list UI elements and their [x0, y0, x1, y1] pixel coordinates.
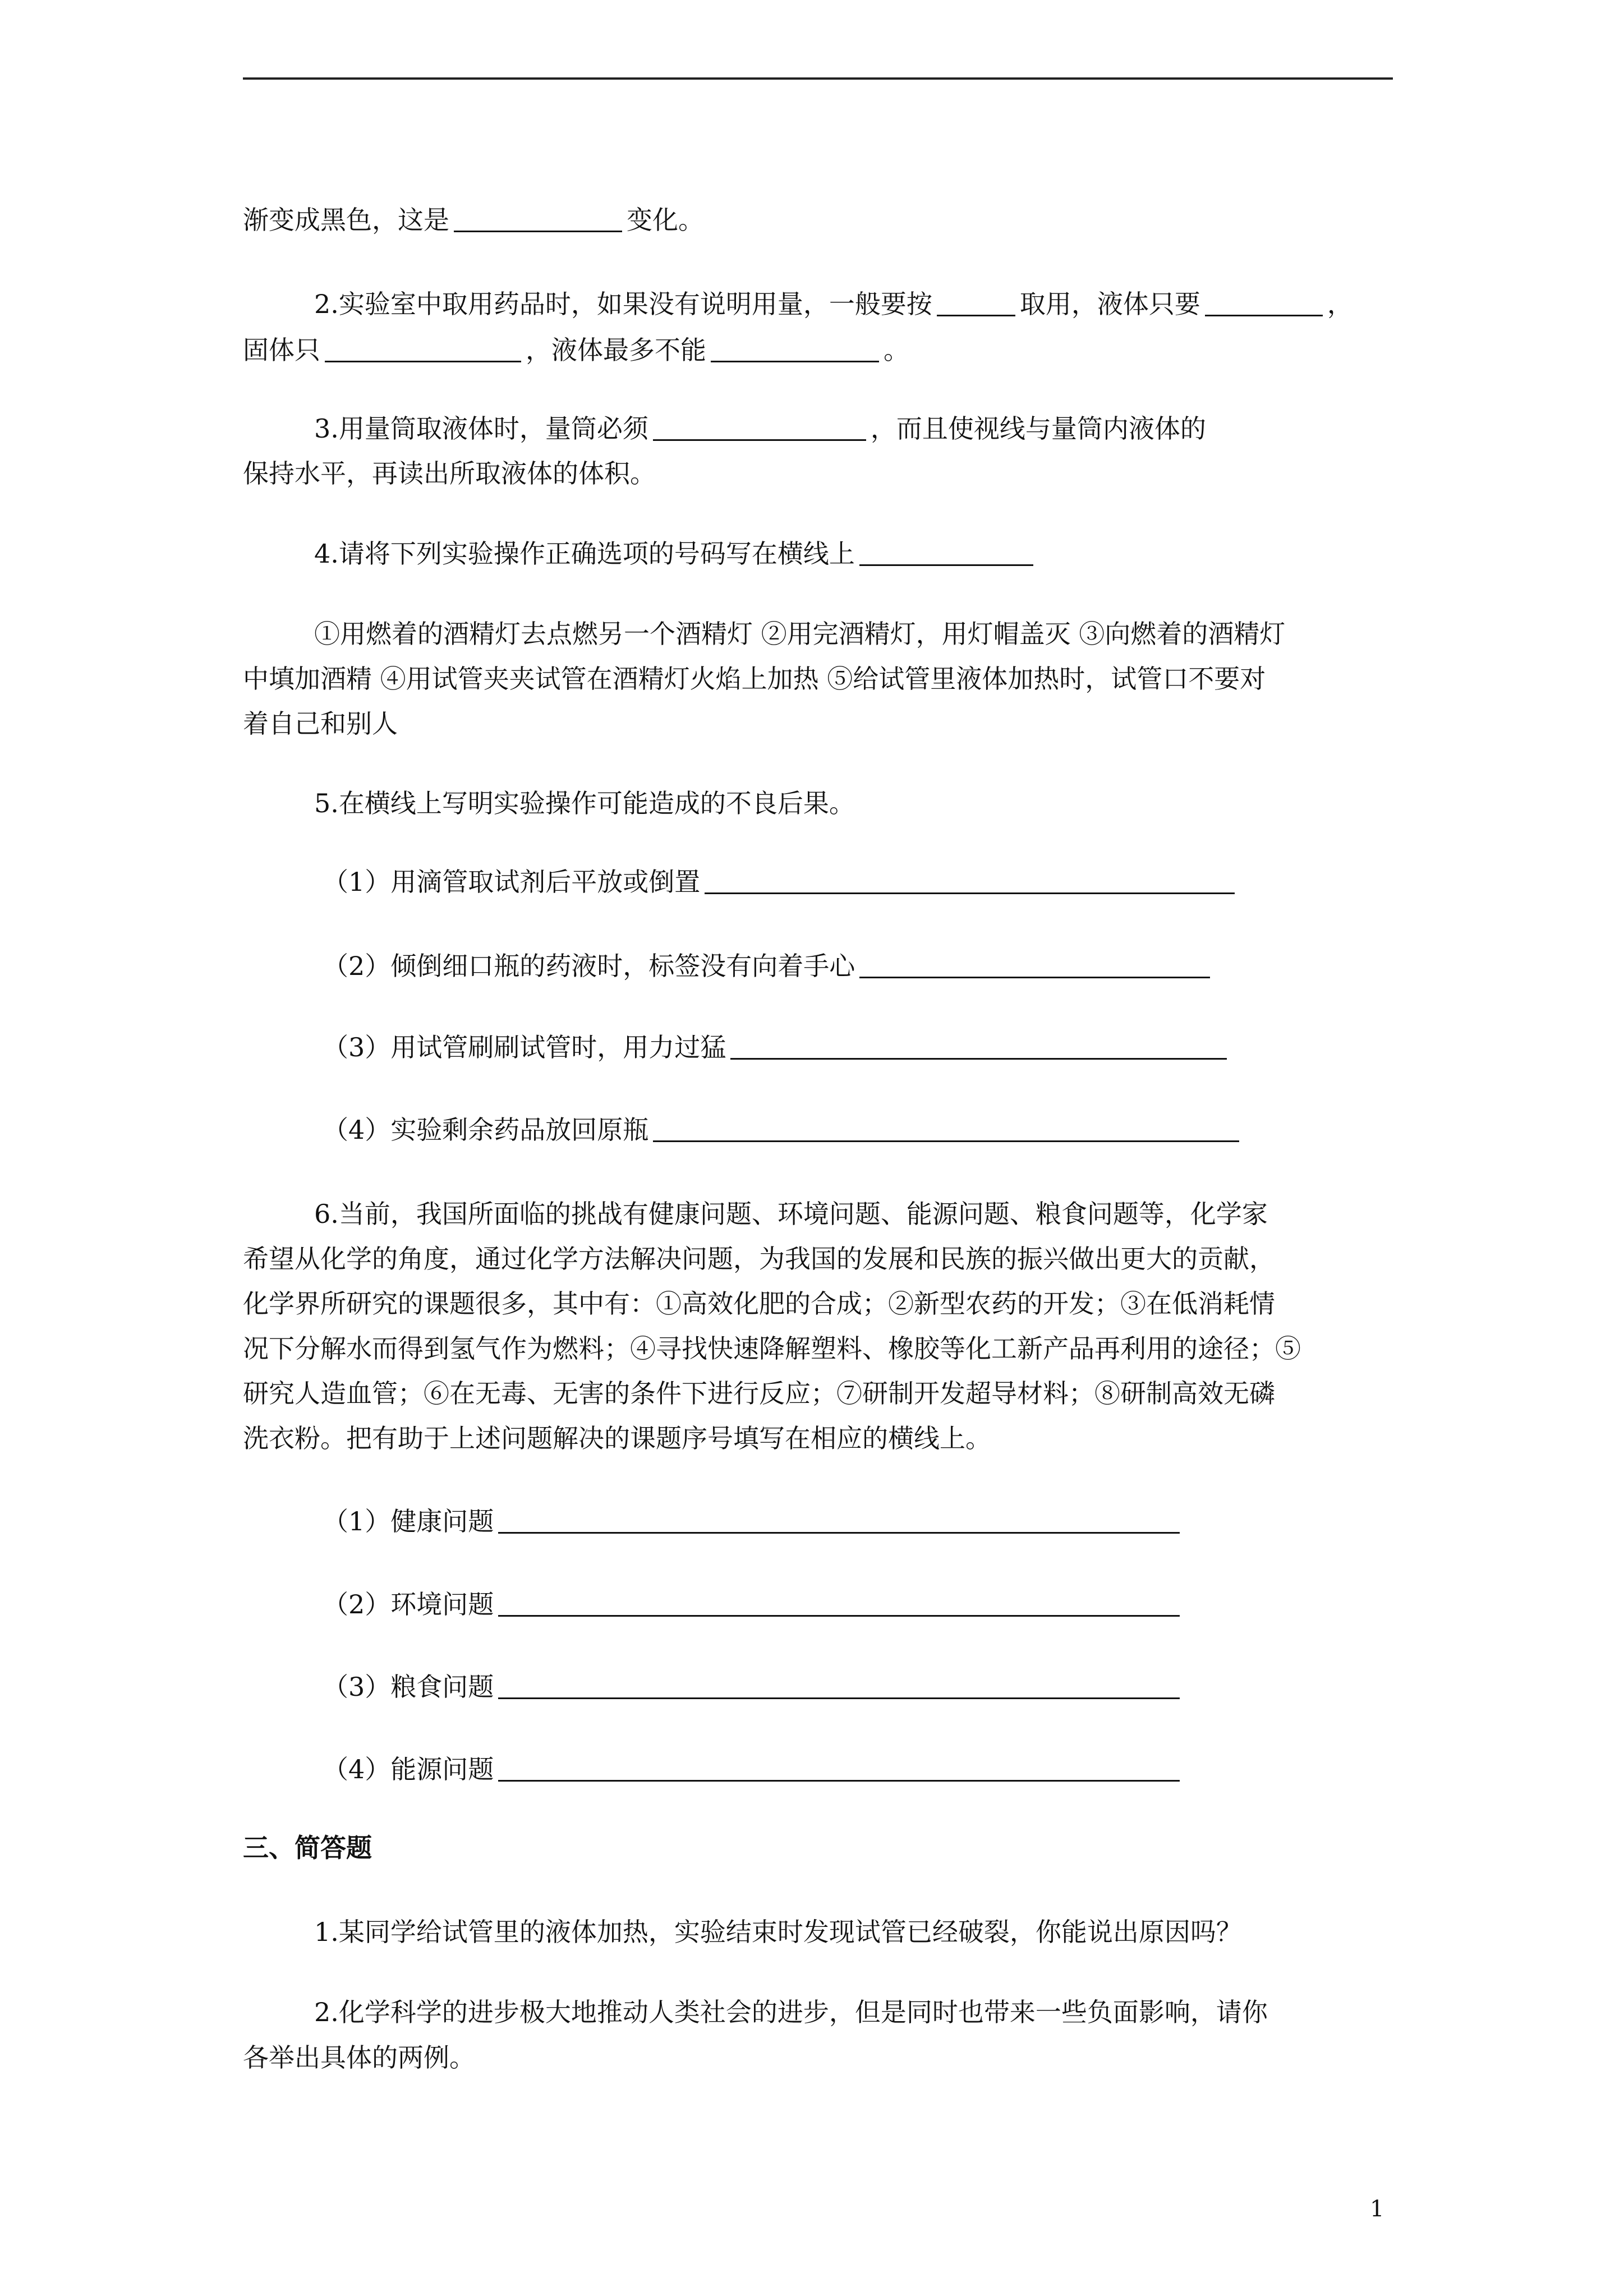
q2-line2: 固体只 ，液体最多不能 。	[243, 335, 909, 365]
answer-blank[interactable]	[498, 1505, 1180, 1534]
q3-line1: 3.用量筒取液体时，量筒必须 ，而且使视线与量筒内液体的	[314, 413, 1206, 444]
answer-blank[interactable]	[498, 1753, 1180, 1782]
page-number: 1	[1370, 2196, 1384, 2222]
answer-blank[interactable]	[325, 334, 521, 362]
section-title: 三、简答题	[243, 1833, 372, 1863]
q5-prompt: 5.在横线上写明实验操作可能造成的不良后果。	[314, 788, 855, 818]
q1-tail: 渐变成黑色，这是 变化。	[243, 205, 704, 235]
q6-line: 6.当前，我国所面临的挑战有健康问题、环境问题、能源问题、粮食问题等，化学家	[314, 1199, 1268, 1229]
answer-blank[interactable]	[653, 1114, 1239, 1142]
header-rule	[243, 77, 1393, 80]
q6-line: 洗衣粉。把有助于上述问题解决的课题序号填写在相应的横线上。	[243, 1423, 991, 1453]
short-answer-q2-line2: 各举出具体的两例。	[243, 2042, 475, 2073]
q6-item: （3）粮食问题	[323, 1669, 1184, 1705]
q6-line: 研究人造血管；⑥在无毒、无害的条件下进行反应；⑦研制开发超导材料；⑧研制高效无磷	[243, 1378, 1275, 1409]
answer-blank[interactable]	[705, 866, 1235, 894]
answer-blank[interactable]	[859, 950, 1210, 978]
q6-line: 希望从化学的角度，通过化学方法解决问题，为我国的发展和民族的振兴做出更大的贡献，	[243, 1244, 1275, 1274]
answer-blank[interactable]	[937, 288, 1015, 316]
q5-item: （4）实验剩余药品放回原瓶	[323, 1112, 1244, 1148]
answer-blank[interactable]	[1205, 288, 1323, 316]
q5-item: （3）用试管刷刷试管时，用力过猛	[323, 1029, 1231, 1065]
q5-item: （2）倾倒细口瓶的药液时，标签没有向着手心	[323, 948, 1214, 984]
q6-line: 况下分解水而得到氢气作为燃料；④寻找快速降解塑料、橡胶等化工新产品再利用的途径；⑤	[243, 1333, 1301, 1364]
short-answer-q2-line1: 2.化学科学的进步极大地推动人类社会的进步，但是同时也带来一些负面影响，请你	[314, 1997, 1268, 2027]
short-answer-q1: 1.某同学给试管里的液体加热，实验结束时发现试管已经破裂，你能说出原因吗？	[314, 1917, 1242, 1947]
q6-item: （1）健康问题	[323, 1503, 1184, 1539]
q4-options-line3: 着自己和别人	[243, 708, 398, 739]
answer-blank[interactable]	[711, 334, 879, 362]
q4-prompt: 4.请将下列实验操作正确选项的号码写在横线上	[314, 536, 1038, 572]
answer-blank[interactable]	[498, 1671, 1180, 1699]
q6-item: （4）能源问题	[323, 1751, 1184, 1787]
q4-options-line1: ①用燃着的酒精灯去点燃另一个酒精灯 ②用完酒精灯，用灯帽盖灭 ③向燃着的酒精灯	[314, 619, 1286, 649]
answer-blank[interactable]	[730, 1031, 1227, 1060]
q6-line: 化学界所研究的课题很多，其中有：①高效化肥的合成；②新型农药的开发；③在低消耗情	[243, 1289, 1275, 1319]
answer-blank[interactable]	[653, 412, 866, 441]
q6-item: （2）环境问题	[323, 1586, 1184, 1622]
q5-item: （1）用滴管取试剂后平放或倒置	[323, 864, 1239, 900]
answer-blank[interactable]	[498, 1588, 1180, 1617]
answer-blank[interactable]	[454, 204, 622, 232]
q4-options-line2: 中填加酒精 ④用试管夹夹试管在酒精灯火焰上加热 ⑤给试管里液体加热时，试管口不要对	[243, 664, 1266, 694]
q2-line1: 2.实验室中取用药品时，如果没有说明用量，一般要按 取用，液体只要 ，	[314, 289, 1353, 319]
q3-line2: 保持水平，再读出所取液体的体积。	[243, 458, 656, 489]
answer-blank[interactable]	[859, 537, 1033, 566]
